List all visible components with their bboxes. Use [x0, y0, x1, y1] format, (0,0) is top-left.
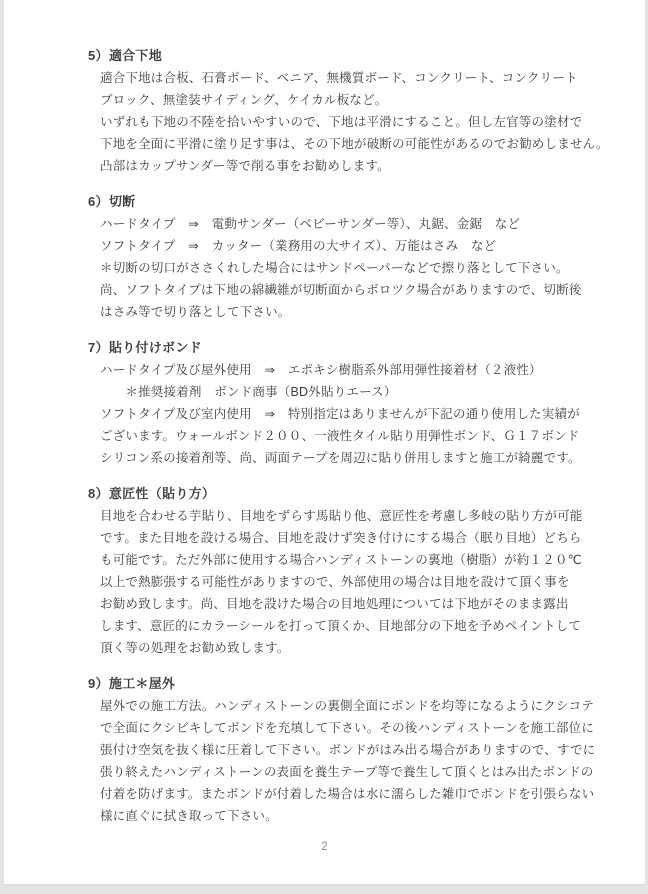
section-line: 張り終えたハンディストーンの表面を養生テープ等で養生して頂くとはみ出たボンドの [100, 765, 594, 779]
section-line: 下地を全面に平滑に塗り足す事は、その下地が破断の可能性があるのでお勧めしません。 [100, 137, 609, 151]
section-5 [88, 45, 609, 177]
section-line: です。また目地を設ける場合、目地を設けず突き付けにする場合（眠り目地）どちら [100, 531, 582, 545]
section-line: 尚、ソフトタイプは下地の綿繊維が切断面からボロツク場合がありますので、切断後 [100, 283, 582, 297]
section-heading: 8）意匠性（貼り方） [88, 486, 216, 501]
section-line: 目地を合わせる芋貼り、目地をずらす馬貼り他、意匠性を考慮し多岐の貼り方が可能 [100, 509, 583, 523]
section-line: 凸部はカップサンダー等で削る事をお勧めします。 [100, 159, 390, 173]
section-line: はさみ等で切り落として下さい。 [100, 305, 291, 319]
section-line: ハードタイプ及び屋外使用 ⇒ エポキシ樹脂系外部用弾性接着材（２液性） [100, 363, 542, 377]
section-line: 以上で熱膨張する可能性がありますので、外部使用の場合は目地を設けて頂く事を [100, 575, 570, 589]
section-line: ブロック、無塗装サイディング、ケイカル板など。 [100, 93, 388, 107]
section-body [88, 359, 609, 469]
section-line: シリコン系の接着剤等、尚、両面テープを周辺に貼り併用しますと施工が綺麗です。 [100, 451, 581, 465]
section-line: も可能です。ただ外部に使用する場合ハンディストーンの裏地（樹脂）が約１２０℃ [100, 553, 582, 567]
section-line: お勧め致します。尚、目地を設けた場合の目地処理については下地がそのまま露出 [100, 597, 569, 611]
section-body [88, 695, 609, 827]
section-7 [88, 337, 609, 469]
section-8 [88, 483, 609, 659]
section-line: いずれも下地の不陸を拾いやすいので、下地は平滑にすること。但し左官等の塗材で [100, 115, 583, 129]
section-line: ＊推奨接着剤 ボンド商事（BD外貼りエース） [100, 385, 397, 399]
section-heading: 6）切断 [88, 194, 136, 209]
section-line: 屋外での施工方法。ハンディストーンの裏側全面にボンドを均等になるようにクシコテ [100, 699, 595, 713]
section-line: ＊切断の切口がささくれした場合にはサンドペーパーなどで擦り落として下さい。 [100, 261, 569, 275]
section-line: ハードタイプ ⇒ 電動サンダー（ベビーサンダー等）、丸鋸、金鋸 など [100, 217, 521, 231]
section-line: します、意匠的にカラーシールを打って頂くか、目地部分の下地を予めペイントして [100, 619, 582, 633]
sections-container [88, 45, 609, 827]
section-line: 頂く等の処理をお勧め致します。 [100, 641, 290, 655]
document-page [4, 0, 645, 885]
section-line: ソフトタイプ及び室内使用 ⇒ 特別指定はありませんが下記の通り使用した実績が [100, 407, 580, 421]
section-heading: 9）施工＊屋外 [88, 676, 176, 691]
page-number: 2 [321, 841, 328, 853]
section-line: ございます。ウォールボンド２００、一液性タイル貼り用弾性ボンド、Ｇ１７ボンド [100, 429, 580, 443]
section-body [88, 213, 609, 323]
section-line: で全面にクシビキしてボンドを充填して下さい。その後ハンディストーンを施工部位に [100, 721, 595, 735]
section-9 [88, 673, 609, 827]
section-line: 付着を防げます。またボンドが付着した場合は水に濡らした雑巾でボンドを引張らない [100, 787, 595, 801]
section-line: 様に直ぐに拭き取って下さい。 [100, 809, 278, 823]
section-heading: 5）適合下地 [88, 48, 163, 63]
section-line: 適合下地は合板、石膏ボード、ベニア、無機質ボード、コンクリート、コンクリート [100, 71, 578, 85]
section-body [88, 505, 609, 659]
section-6 [88, 191, 609, 323]
section-line: 張付け空気を抜く様に圧着して下さい。ボンドがはみ出る場合がありますので、すでに [100, 743, 596, 757]
section-body [88, 67, 609, 177]
section-line: ソフトタイプ ⇒ カッター（業務用の大サイズ）、万能はさみ など [100, 239, 497, 253]
section-heading: 7）貼り付けボンド [88, 340, 202, 355]
